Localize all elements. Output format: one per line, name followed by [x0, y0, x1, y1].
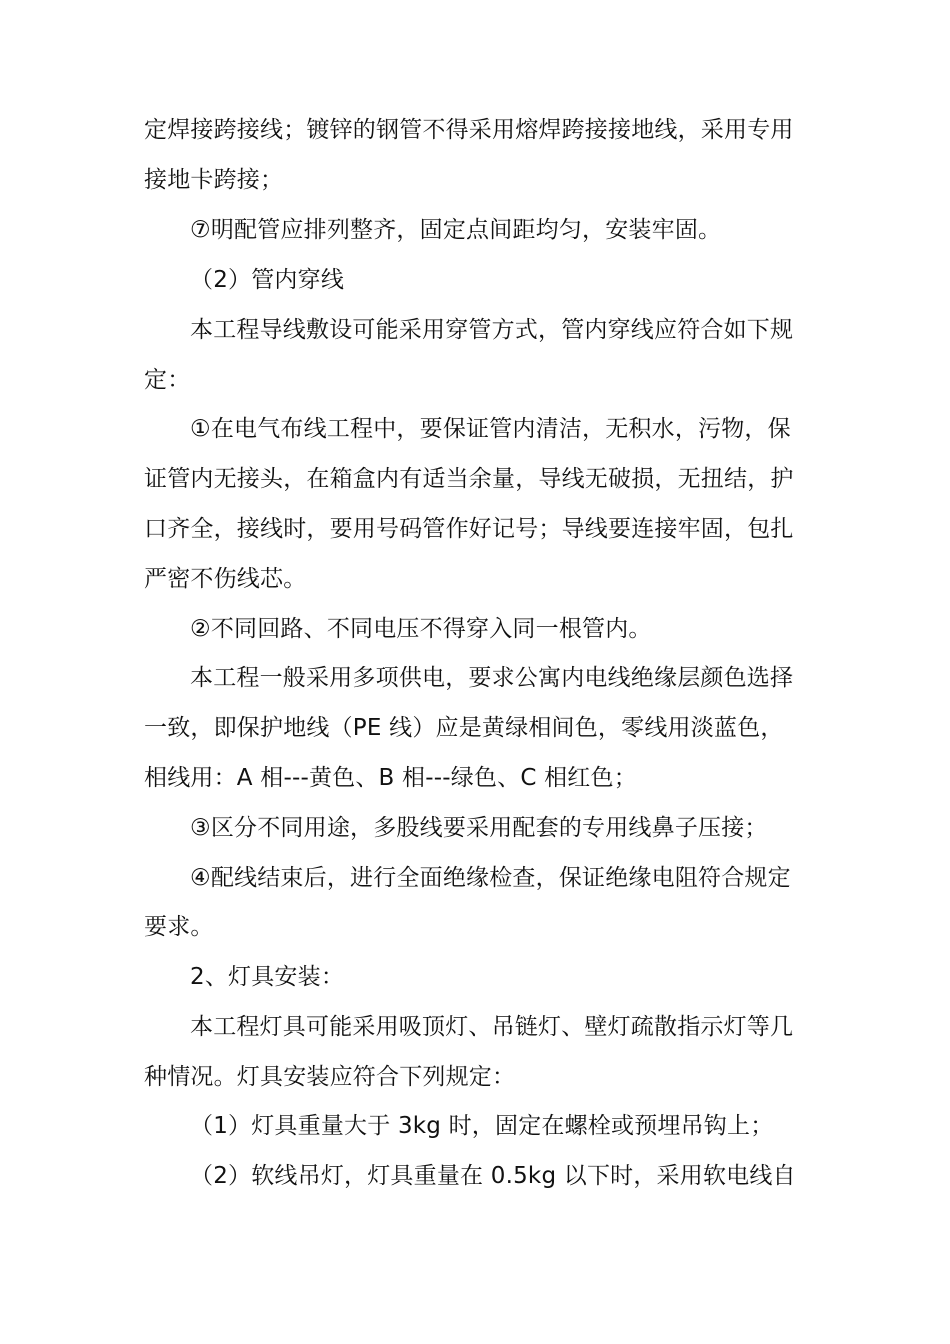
paragraph-line: 口齐全，接线时，要用号码管作好记号；导线要连接牢固，包扎 [144, 516, 794, 542]
paragraph-line: 本工程灯具可能采用吸顶灯、吊链灯、壁灯疏散指示灯等几 [190, 1014, 794, 1040]
list-item: （2）软线吊灯，灯具重量在 0.5kg 以下时，采用软电线自 [190, 1163, 796, 1189]
list-item: ②不同回路、不同电压不得穿入同一根管内。 [190, 616, 652, 642]
list-item: ⑦明配管应排列整齐，固定点间距均匀，安装牢固。 [190, 217, 722, 243]
paragraph-line: 本工程一般采用多项供电，要求公寓内电线绝缘层颜色选择 [190, 665, 794, 691]
paragraph-line: 要求。 [144, 914, 214, 940]
text-line: 接地卡跨接； [144, 167, 284, 193]
section-heading: 2、灯具安装： [190, 964, 345, 990]
paragraph-line: 本工程导线敷设可能采用穿管方式，管内穿线应符合如下规 [190, 317, 794, 343]
list-item: ①在电气布线工程中，要保证管内清洁，无积水，污物，保 [190, 416, 791, 442]
paragraph-line: 种情况。灯具安装应符合下列规定： [144, 1064, 516, 1090]
section-heading: （2）管内穿线 [190, 267, 345, 293]
paragraph-line: 严密不伤线芯。 [144, 566, 307, 592]
paragraph-line: 一致，即保护地线（PE 线）应是黄绿相间色，零线用淡蓝色， [144, 715, 784, 741]
paragraph-line: 证管内无接头，在箱盒内有适当余量，导线无破损，无扭结，护 [144, 466, 794, 492]
list-item: ③区分不同用途，多股线要采用配套的专用线鼻子压接； [190, 815, 768, 841]
list-item: ④配线结束后，进行全面绝缘检查，保证绝缘电阻符合规定 [190, 865, 791, 891]
list-item: （1）灯具重量大于 3kg 时，固定在螺栓或预埋吊钩上； [190, 1113, 774, 1139]
paragraph-line: 相线用：A 相---黄色、B 相---绿色、C 相红色； [144, 765, 637, 791]
paragraph-line: 定： [144, 367, 191, 393]
text-line: 定焊接跨接线；镀锌的钢管不得采用熔焊跨接接地线，采用专用 [144, 117, 794, 143]
